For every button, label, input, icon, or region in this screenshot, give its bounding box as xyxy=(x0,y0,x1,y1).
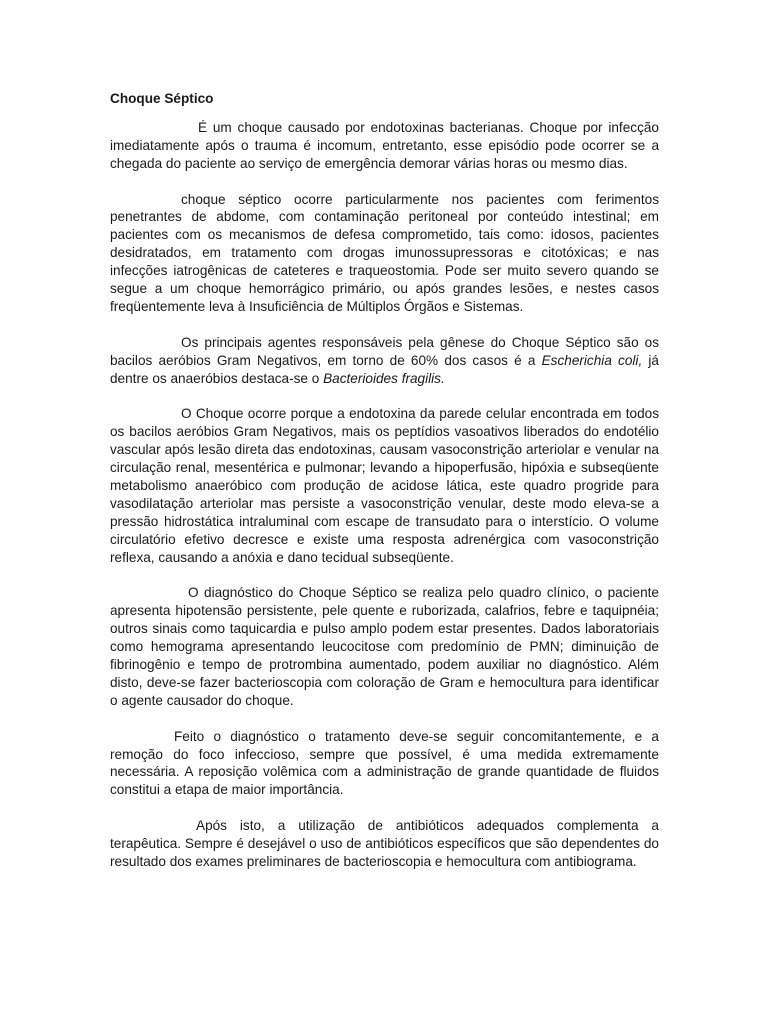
organism-escherichia-coli: Escherichia coli, xyxy=(541,352,643,368)
agents-text-part1: Os principais agentes responsáveis pela gênese do Choque Séptico são os bacilos aeróbios Gram Negativos, em torno de 60% dos casos é a xyxy=(110,334,659,368)
organism-bacterioides-fragilis: Bacterioides fragilis. xyxy=(323,370,445,386)
document-page xyxy=(110,90,659,889)
agents-text-part2: já dentre os anaeróbios destaca-se o xyxy=(110,352,659,386)
paragraph-agents xyxy=(110,334,659,388)
paragraph-pathophysiology: O Choque ocorre porque a endotoxina da parede celular encontrada em todos os bacilos aeróbios Gram Negativos, mais os peptídios vasoativos liberados do endotélio vascular após lesão direta das endotoxinas, causam vasoconstrição arteriolar e venular na circulação renal, mesentérica e pulmonar; levando a hipoperfusão, hipóxia e subseqüente metabolismo anaeróbico com produção de acidose lática, este quadro progride para vasodilatação arteriolar mas persiste a vasoconstrição venular, deste modo eleva-se a pressão hidrostática intraluminal com escape de transudato para o interstício. O volume circulatório efetivo decresce e existe uma resposta adrenérgica com vasoconstrição reflexa, causando a anóxia e dano tecidual subseqüente. xyxy=(110,406,659,565)
paragraph-diagnosis: O diagnóstico do Choque Séptico se realiza pelo quadro clínico, o paciente apresenta hipotensão persistente, pele quente e ruborizada, calafrios, febre e taquipnéia; outros sinais como taquicardia e pulso amplo podem estar presentes. Dados laboratoriais como hemograma apresentando leucocitose com predomínio de PMN; diminuição de fibrinogênio e tempo de protrombina aumentado, podem auxiliar no diagnóstico. Além disto, deve-se fazer bacterioscopia com coloração de Gram e hemocultura para identificar o agente causador do choque. xyxy=(110,585,659,708)
paragraph-antibiotics: Após isto, a utilização de antibióticos adequados complementa a terapêutica. Sempre é desejável o uso de antibióticos específicos que são dependentes do resultado dos exames preliminares de bacterioscopia e hemocultura com antibiograma. xyxy=(110,818,659,869)
document-title: Choque Séptico xyxy=(110,91,214,106)
paragraph-treatment: Feito o diagnóstico o tratamento deve-se seguir concomitantemente, e a remoção do foco infeccioso, sempre que possível, é uma medida extremamente necessária. A reposição volêmica com a administração de grande quantidade de fluidos constitui a etapa de maior importância. xyxy=(110,728,659,798)
paragraph-occurrence: choque séptico ocorre particularmente nos pacientes com ferimentos penetrantes de abdome, com contaminação peritoneal por conteúdo intestinal; em pacientes com os mecanismos de defesa comprometido, tais como: idosos, pacientes desidratados, em tratamento com drogas imunossupressoras e citotóxicas; e nas infecções iatrogênicas de cateteres e traqueostomia. Pode ser muito severo quando se segue a um choque hemorrágico primário, ou após grandes lesões, e nestes casos freqüentemente leva à Insuficiência de Múltiplos Órgãos e Sistemas. xyxy=(110,191,659,314)
paragraph-definition: É um choque causado por endotoxinas bacterianas. Choque por infecção imediatamente após o trauma é incomum, entretanto, esse episódio pode ocorrer se a chegada do paciente ao serviço de emergência demorar várias horas ou mesmo dias. xyxy=(110,119,659,171)
